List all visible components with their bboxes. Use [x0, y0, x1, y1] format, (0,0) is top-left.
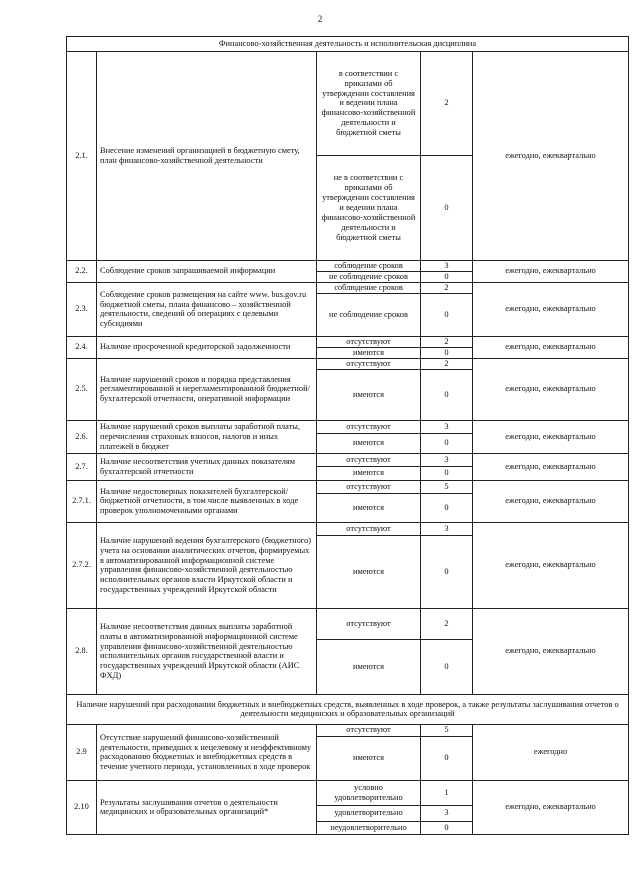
criterion-label: соблюдение сроков [317, 260, 421, 271]
row-number: 2.2. [67, 260, 97, 282]
score-value: 2 [421, 282, 473, 293]
score-value: 0 [421, 821, 473, 834]
row-number: 2.6. [67, 420, 97, 453]
criterion-label: не в соответствии с приказами об утверждении составления и ведении плана финансово-хозяйственной деятельности и бюджетной сметы [317, 155, 421, 260]
criterion-label: неудовлетворительно [317, 821, 421, 834]
row-number: 2.9 [67, 724, 97, 780]
score-value: 0 [421, 347, 473, 358]
criterion-label: имеются [317, 347, 421, 358]
score-value: 3 [421, 260, 473, 271]
periodicity: ежегодно, ежеквартально [473, 780, 629, 834]
row-number: 2.7. [67, 453, 97, 480]
score-value: 0 [421, 493, 473, 522]
indicator-name: Наличие недостоверных показателей бухгалтерской/бюджетной отчетности, в том числе выявленных в ходе проверок уполномоченными органами [97, 480, 317, 522]
criterion-label: имеются [317, 369, 421, 420]
section-title-violations: Наличие нарушений при расходовании бюджетных и внебюджетных средств, выявленных в ходе проверок, а также результаты заслушивания отчетов о деятельности медицинских и образовательных организаций [67, 694, 629, 724]
periodicity: ежегодно, ежеквартально [473, 260, 629, 282]
row-number: 2.7.1. [67, 480, 97, 522]
criterion-label: имеются [317, 466, 421, 480]
periodicity: ежегодно, ежеквартально [473, 420, 629, 453]
row-number: 2.1. [67, 51, 97, 260]
score-value: 0 [421, 466, 473, 480]
row-number: 2.4. [67, 336, 97, 358]
score-value: 3 [421, 420, 473, 433]
score-value: 3 [421, 805, 473, 821]
criterion-label: отсутствуют [317, 608, 421, 639]
score-value: 5 [421, 724, 473, 736]
row-number: 2.7.2. [67, 522, 97, 608]
indicator-name: Наличие несоответствия данных выплаты заработной платы в автоматизированной информационной системе управления финансово-хозяйственной деятельностью исполнительных органов государственной власти и государственных учреждений Иркутской области (АИС ФХД) [97, 608, 317, 694]
criterion-label: условно удовлетворительно [317, 780, 421, 805]
criterion-label: имеются [317, 535, 421, 608]
score-value: 3 [421, 522, 473, 535]
criterion-label: имеются [317, 433, 421, 453]
score-value: 0 [421, 293, 473, 336]
indicator-name: Соблюдение сроков размещения на сайте www. bus.gov.ru бюджетной сметы, плана финансово – хозяйственной деятельности, сведений об операциях с целевыми субсидиями [97, 282, 317, 336]
periodicity: ежегодно, ежеквартально [473, 336, 629, 358]
score-value: 0 [421, 736, 473, 780]
criterion-label: отсутствуют [317, 336, 421, 347]
criterion-label: отсутствуют [317, 480, 421, 493]
criterion-label: отсутствуют [317, 724, 421, 736]
page-number: 2 [317, 14, 323, 24]
indicator-name: Наличие несоответствия учетных данных показателям бухгалтерской отчетности [97, 453, 317, 480]
periodicity: ежегодно [473, 724, 629, 780]
periodicity: ежегодно, ежеквартально [473, 358, 629, 420]
score-value: 0 [421, 433, 473, 453]
periodicity: ежегодно, ежеквартально [473, 480, 629, 522]
score-value: 5 [421, 480, 473, 493]
section-title-finance: Финансово-хозяйственная деятельность и исполнительская дисциплина [67, 37, 629, 52]
criterion-label: в соответствии с приказами об утверждении составления и ведении плана финансово-хозяйственной деятельности и бюджетной сметы [317, 51, 421, 155]
indicator-name: Отсутствие нарушений финансово-хозяйственной деятельности, приведших к нецелевому и неэффективному расходованию бюджетных и внебюджетных средств в течение учетного периода, установленных в ходе проверок [97, 724, 317, 780]
periodicity: ежегодно, ежеквартально [473, 608, 629, 694]
criterion-label: отсутствуют [317, 420, 421, 433]
score-value: 0 [421, 155, 473, 260]
indicator-name: Наличие нарушений сроков выплаты заработной платы, перечисления страховых взносов, налогов и иных платежей в бюджет [97, 420, 317, 453]
criterion-label: отсутствуют [317, 522, 421, 535]
score-value: 0 [421, 535, 473, 608]
criterion-label: не соблюдение сроков [317, 271, 421, 282]
criterion-label: имеются [317, 493, 421, 522]
indicator-name: Результаты заслушивания отчетов о деятельности медицинских и образовательных организаций* [97, 780, 317, 834]
score-value: 1 [421, 780, 473, 805]
criterion-label: отсутствуют [317, 358, 421, 369]
indicator-name: Наличие нарушений сроков и порядка представления регламентированной и нерегламентированной бюджетной/бухгалтерской отчетности, оперативной информации [97, 358, 317, 420]
periodicity: ежегодно, ежеквартально [473, 282, 629, 336]
row-number: 2.3. [67, 282, 97, 336]
criterion-label: имеются [317, 639, 421, 694]
score-value: 2 [421, 608, 473, 639]
score-value: 2 [421, 336, 473, 347]
indicator-name: Соблюдение сроков запрашиваемой информации [97, 260, 317, 282]
score-value: 0 [421, 271, 473, 282]
periodicity: ежегодно, ежеквартально [473, 453, 629, 480]
indicator-name: Наличие просроченной кредиторской задолженности [97, 336, 317, 358]
score-value: 0 [421, 639, 473, 694]
criteria-table [66, 36, 629, 835]
row-number: 2.5. [67, 358, 97, 420]
row-number: 2.10 [67, 780, 97, 834]
criterion-label: имеются [317, 736, 421, 780]
indicator-name: Внесение изменений организацией в бюджетную смету, план финансово-хозяйственной деятельности [97, 51, 317, 260]
score-value: 0 [421, 369, 473, 420]
score-value: 2 [421, 51, 473, 155]
indicator-name: Наличие нарушений ведения бухгалтерского (бюджетного) учета на основании аналитических отчетов, формируемых в автоматизированной информационной системе управления финансово-хозяйственной деятельностью исполнительных органов власти Иркутской области и государственных учреждений Иркутской области [97, 522, 317, 608]
periodicity: ежегодно, ежеквартально [473, 51, 629, 260]
criterion-label: не соблюдение сроков [317, 293, 421, 336]
row-number: 2.8. [67, 608, 97, 694]
criterion-label: соблюдение сроков [317, 282, 421, 293]
score-value: 2 [421, 358, 473, 369]
criterion-label: удовлетворительно [317, 805, 421, 821]
periodicity: ежегодно, ежеквартально [473, 522, 629, 608]
criterion-label: отсутствуют [317, 453, 421, 466]
score-value: 3 [421, 453, 473, 466]
